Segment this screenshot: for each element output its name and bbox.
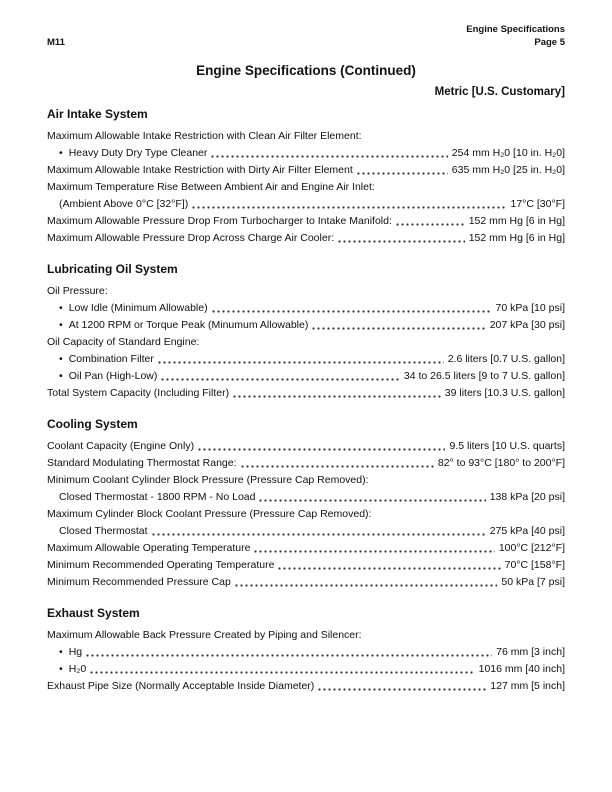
spec-label: Hg <box>68 645 83 658</box>
spec-label: Exhaust Pipe Size (Normally Acceptable Inside Diameter) <box>47 679 315 692</box>
spec-row <box>47 678 565 695</box>
section-cooling-system <box>47 417 565 591</box>
dot-leader <box>158 361 444 364</box>
section-exhaust-system <box>47 606 565 695</box>
dot-leader <box>90 671 474 674</box>
header-doc-title: Engine Specifications <box>466 24 565 35</box>
spec-label: Heavy Duty Dry Type Cleaner <box>68 146 208 159</box>
spec-value: 138 kPa [20 psi] <box>489 490 565 503</box>
spec-row <box>47 574 565 591</box>
spec-row <box>47 317 565 334</box>
spec-row <box>47 162 565 179</box>
bullet-icon: • <box>59 369 63 382</box>
spec-value: 207 kPa [30 psi] <box>489 318 565 331</box>
page-header <box>47 24 565 50</box>
spec-label: Total System Capacity (Including Filter) <box>47 386 230 399</box>
spec-row <box>47 385 565 402</box>
bullet-icon: • <box>59 662 63 675</box>
spec-row <box>47 506 565 523</box>
spec-label: Maximum Cylinder Block Coolant Pressure (Pressure Cap Removed): <box>47 507 372 520</box>
spec-label: Maximum Allowable Pressure Drop Across Charge Air Cooler: <box>47 231 335 244</box>
spec-label: Minimum Recommended Pressure Cap <box>47 575 231 588</box>
spec-value: 9.5 liters [10 U.S. quarts] <box>449 439 565 452</box>
section-title: Lubricating Oil System <box>47 261 178 276</box>
spec-label: Maximum Allowable Operating Temperature <box>47 541 251 554</box>
spec-label: Minimum Recommended Operating Temperature <box>47 558 275 571</box>
model-code: M11 <box>47 36 65 48</box>
units-heading: Metric [U.S. Customary] <box>434 85 565 98</box>
dot-leader <box>278 567 500 570</box>
dot-leader <box>259 499 485 502</box>
spec-label: Coolant Capacity (Engine Only) <box>47 439 195 452</box>
spec-row <box>47 145 565 162</box>
spec-value: 17°C [30°F] <box>510 197 565 210</box>
spec-label: Closed Thermostat <box>59 524 148 537</box>
spec-value: 70 kPa [10 psi] <box>495 301 565 314</box>
page-header-right <box>466 24 565 50</box>
spec-row <box>47 644 565 661</box>
spec-row <box>47 438 565 455</box>
spec-label: Maximum Allowable Back Pressure Created by Piping and Silencer: <box>47 628 362 641</box>
spec-value: 39 liters [10.3 U.S. gallon] <box>444 386 565 399</box>
header-page-number: Page 5 <box>534 36 565 48</box>
bullet-icon: • <box>59 645 63 658</box>
spec-value: 100°C [212°F] <box>498 541 565 554</box>
dot-leader <box>233 395 441 398</box>
spec-row <box>47 334 565 351</box>
spec-row <box>47 472 565 489</box>
spec-label: Oil Pressure: <box>47 284 108 297</box>
spec-label: Standard Modulating Thermostat Range: <box>47 456 237 469</box>
spec-row <box>47 351 565 368</box>
spec-label: Oil Capacity of Standard Engine: <box>47 335 200 348</box>
spec-label: Maximum Allowable Intake Restriction with Dirty Air Filter Element <box>47 163 353 176</box>
spec-row <box>47 661 565 678</box>
dot-leader <box>192 206 506 209</box>
spec-row <box>47 523 565 540</box>
section-title: Air Intake System <box>47 106 148 121</box>
dot-leader <box>86 654 492 657</box>
dot-leader <box>198 448 445 451</box>
spec-value: 70°C [158°F] <box>504 558 565 571</box>
dot-leader <box>211 155 447 158</box>
page-title: Engine Specifications (Continued) <box>196 62 416 78</box>
spec-label: At 1200 RPM or Torque Peak (Minumum Allowable) <box>68 318 309 331</box>
dot-leader <box>357 172 448 175</box>
dot-leader <box>318 688 486 691</box>
bullet-icon: • <box>59 352 63 365</box>
section-air-intake-system <box>47 107 565 247</box>
dot-leader <box>161 378 400 381</box>
bullet-icon: • <box>59 318 63 331</box>
spec-row <box>47 283 565 300</box>
dot-leader <box>212 310 492 313</box>
spec-value: 127 mm [5 inch] <box>490 679 565 692</box>
spec-value: 152 mm Hg [6 in Hg] <box>468 214 565 227</box>
spec-value: 50 kPa [7 psi] <box>501 575 565 588</box>
spec-value: 152 mm Hg [6 in Hg] <box>468 231 565 244</box>
spec-row <box>47 300 565 317</box>
dot-leader <box>235 584 498 587</box>
spec-value: 34 to 26.5 liters [9 to 7 U.S. gallon] <box>403 369 565 382</box>
spec-value: 2.6 liters [0.7 U.S. gallon] <box>447 352 565 365</box>
dot-leader <box>338 240 465 243</box>
dot-leader <box>254 550 494 553</box>
spec-value: 76 mm [3 inch] <box>496 645 565 658</box>
spec-row <box>47 627 565 644</box>
spec-label: Maximum Allowable Pressure Drop From Turbocharger to Intake Manifold: <box>47 214 392 227</box>
dot-leader <box>241 465 434 468</box>
spec-row <box>47 557 565 574</box>
spec-value: 635 mm H₂0 [25 in. H₂0] <box>451 163 565 176</box>
spec-row <box>47 179 565 196</box>
section-title: Exhaust System <box>47 605 140 620</box>
spec-sections <box>47 107 565 695</box>
spec-label: H₂0 <box>68 662 87 675</box>
spec-value: 82° to 93°C [180° to 200°F] <box>437 456 565 469</box>
spec-row <box>47 455 565 472</box>
spec-value: 275 kPa [40 psi] <box>489 524 565 537</box>
spec-label: Low Idle (Minimum Allowable) <box>68 301 208 314</box>
spec-label: Combination Filter <box>68 352 154 365</box>
dot-leader <box>396 223 465 226</box>
spec-row <box>47 489 565 506</box>
spec-label: Closed Thermostat - 1800 RPM - No Load <box>59 490 256 503</box>
spec-row <box>47 196 565 213</box>
bullet-icon: • <box>59 146 63 159</box>
dot-leader <box>312 327 485 330</box>
bullet-icon: • <box>59 301 63 314</box>
spec-label: Maximum Temperature Rise Between Ambient Air and Engine Air Inlet: <box>47 180 375 193</box>
spec-row <box>47 128 565 145</box>
spec-label: (Ambient Above 0°C [32°F]) <box>59 197 189 210</box>
spec-row <box>47 540 565 557</box>
dot-leader <box>152 533 486 536</box>
spec-row <box>47 230 565 247</box>
spec-label: Oil Pan (High-Low) <box>68 369 158 382</box>
spec-value: 1016 mm [40 inch] <box>478 662 565 675</box>
spec-row <box>47 368 565 385</box>
section-title: Cooling System <box>47 416 138 431</box>
spec-label: Minimum Coolant Cylinder Block Pressure (Pressure Cap Removed): <box>47 473 369 486</box>
spec-value: 254 mm H₂0 [10 in. H₂0] <box>451 146 565 159</box>
section-lubricating-oil-system <box>47 262 565 402</box>
spec-label: Maximum Allowable Intake Restriction with Clean Air Filter Element: <box>47 129 362 142</box>
spec-row <box>47 213 565 230</box>
